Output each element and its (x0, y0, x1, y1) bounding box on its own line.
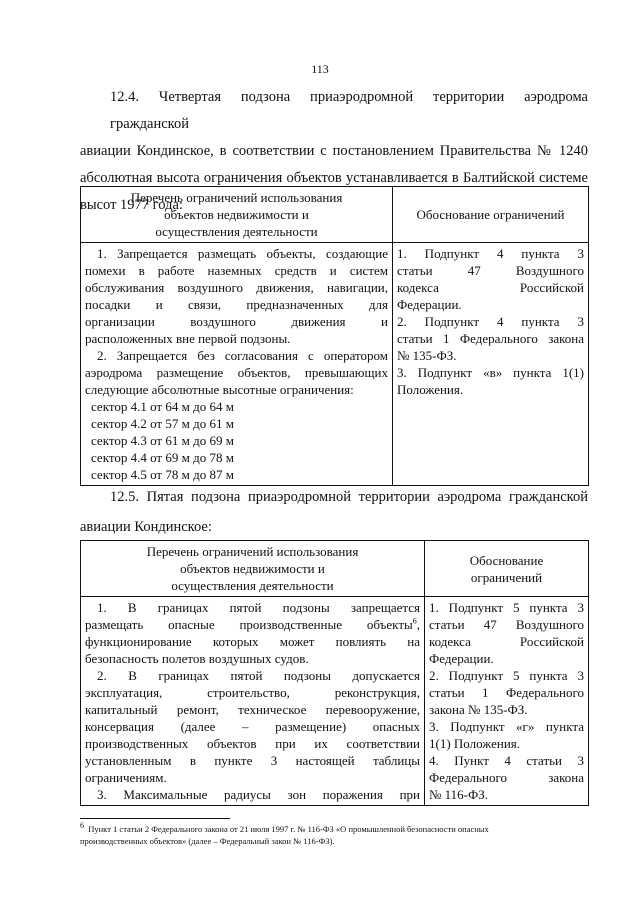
justification-cell (425, 597, 589, 806)
cell-line: ограничениям. (85, 770, 167, 785)
cell-line: 4. Пункт 4 статьи 3 (429, 753, 584, 768)
cell-line: консервация (далее – размещение) опасных (85, 719, 420, 734)
footnote (80, 823, 588, 847)
cell-line: закона № 135-ФЗ. (429, 702, 528, 717)
restrictions-table-zone-4 (80, 186, 589, 486)
paragraph-line: 12.5. Пятая подзона приаэродромной территории аэродрома гражданской (110, 489, 588, 505)
sector-item: сектор 4.2 от 57 м до 61 м (91, 416, 234, 431)
restrictions-table-zone-5 (80, 540, 589, 806)
table-header-restrictions (81, 541, 425, 597)
cell-line: Положения. (397, 382, 464, 397)
footnote-text: Пункт 1 статьи 2 Федерального закона от 21 июля 1997 г. № 116-ФЗ «О промышленной безопасности опасных (88, 824, 489, 834)
cell-line: 3. Максимальные радиусы зон поражения при (97, 787, 420, 802)
cell-line: посадки и связи, предназначенных для (85, 297, 388, 312)
paragraph-line: авиации Кондинское, в соответствии с постановлением Правительства № 1240 (80, 143, 588, 159)
footnote-line: производственных объектов» (далее – Федеральный закон № 116-ФЗ). (80, 836, 335, 846)
cell-line: статьи 1 Федерального закона (397, 331, 584, 346)
sector-item: сектор 4.5 от 78 м до 87 м (91, 467, 234, 482)
cell-line: 1. Подпункт 4 пункта 3 (397, 246, 584, 261)
footnote-reference[interactable]: 6 (412, 616, 417, 626)
cell-line: 1. Запрещается размещать объекты, создающие (97, 246, 388, 261)
sector-item: сектор 4.3 от 61 м до 69 м (91, 433, 234, 448)
header-line: осуществления деятельности (155, 224, 318, 239)
cell-line: № 135-ФЗ. (397, 348, 457, 363)
paragraph-line: 12.4. Четвертая подзона приаэродромной территории аэродрома гражданской (110, 89, 588, 132)
cell-line: размещать опасные производственные объекты$^6$, (85, 616, 420, 632)
restrictions-cell (81, 243, 393, 486)
cell-line: производственных объектов при их соответствии (85, 736, 420, 751)
cell-line: 3. Подпункт «г» пункта (429, 719, 584, 734)
footnote-line (80, 823, 588, 835)
cell-line: обслуживания воздушного движения, навигации, (85, 280, 388, 295)
cell-line: организации воздушного движения и (85, 314, 388, 329)
header-line: Перечень ограничений использования (130, 190, 343, 205)
cell-line: Федерации. (429, 651, 494, 666)
footnote-divider (80, 818, 230, 819)
cell-line: статьи 47 Воздушного (429, 617, 584, 632)
cell-line: 3. Подпункт «в» пункта 1(1) (397, 365, 584, 380)
cell-line: аэродрома размещение объектов, превышающих (85, 365, 388, 380)
cell-line: функционирование которых может повлиять на (85, 634, 420, 649)
footnote-marker: 6 (80, 821, 84, 831)
cell-line: № 116-ФЗ. (429, 787, 489, 802)
table-header-restrictions (81, 187, 393, 243)
cell-line: статьи 47 Воздушного (397, 263, 584, 278)
cell-line: 1(1) Положения. (429, 736, 521, 751)
page-number: 113 (311, 62, 329, 76)
restrictions-cell (81, 597, 425, 806)
header-line: объектов недвижимости и (180, 561, 325, 576)
header-line: ограничений (470, 569, 543, 585)
table-header-justification: Обоснование ограничений (393, 187, 589, 243)
cell-line: 1. В границах пятой подзоны запрещается (97, 600, 420, 615)
cell-line: безопасность полетов воздушных судов. (85, 651, 309, 666)
header-line: объектов недвижимости и (164, 207, 309, 222)
cell-line: 2. Запрещается без согласования с оператором (97, 348, 388, 363)
header-line: осуществления деятельности (171, 578, 334, 593)
cell-line: капитальный ремонт, техническое перевооружение, (85, 702, 420, 717)
cell-line: статьи 1 Федерального (429, 685, 584, 700)
cell-line-text: размещать опасные производственные объекты (85, 617, 413, 632)
table-header-justification (425, 541, 589, 597)
cell-line: 2. Подпункт 5 пункта 3 (429, 668, 584, 683)
header-line: Обоснование (469, 552, 544, 568)
sector-item: сектор 4.1 от 64 м до 64 м (91, 399, 234, 414)
cell-line: расположенных вне первой подзоны. (85, 331, 291, 346)
cell-line: помехи в работе наземных средств и систем (85, 263, 388, 278)
cell-line: Федерального закона (429, 770, 584, 785)
cell-line: кодекса Российской (397, 280, 584, 295)
cell-line: эксплуатация, строительство, реконструкция, (85, 685, 420, 700)
cell-line: 2. В границах пятой подзоны допускается (97, 668, 420, 683)
paragraph-line: авиации Кондинское: (80, 519, 212, 535)
paragraph-line: высот 1977 года: (80, 197, 183, 213)
paragraph-line: абсолютная высота ограничения объектов устанавливается в Балтийской системе (80, 170, 588, 186)
cell-line: 1. Подпункт 5 пункта 3 (429, 600, 584, 615)
sector-item: сектор 4.4 от 69 м до 78 м (91, 450, 234, 465)
header-line: Перечень ограничений использования (146, 544, 359, 559)
section-12-5-paragraph (80, 484, 588, 541)
cell-line: кодекса Российской (429, 634, 584, 649)
cell-line: Федерации. (397, 297, 462, 312)
cell-line: следующие абсолютные высотные ограничения: (85, 382, 354, 397)
cell-line: установленным в пункте 3 настоящей таблицы (85, 753, 420, 768)
justification-cell (393, 243, 589, 486)
cell-line: 2. Подпункт 4 пункта 3 (397, 314, 584, 329)
